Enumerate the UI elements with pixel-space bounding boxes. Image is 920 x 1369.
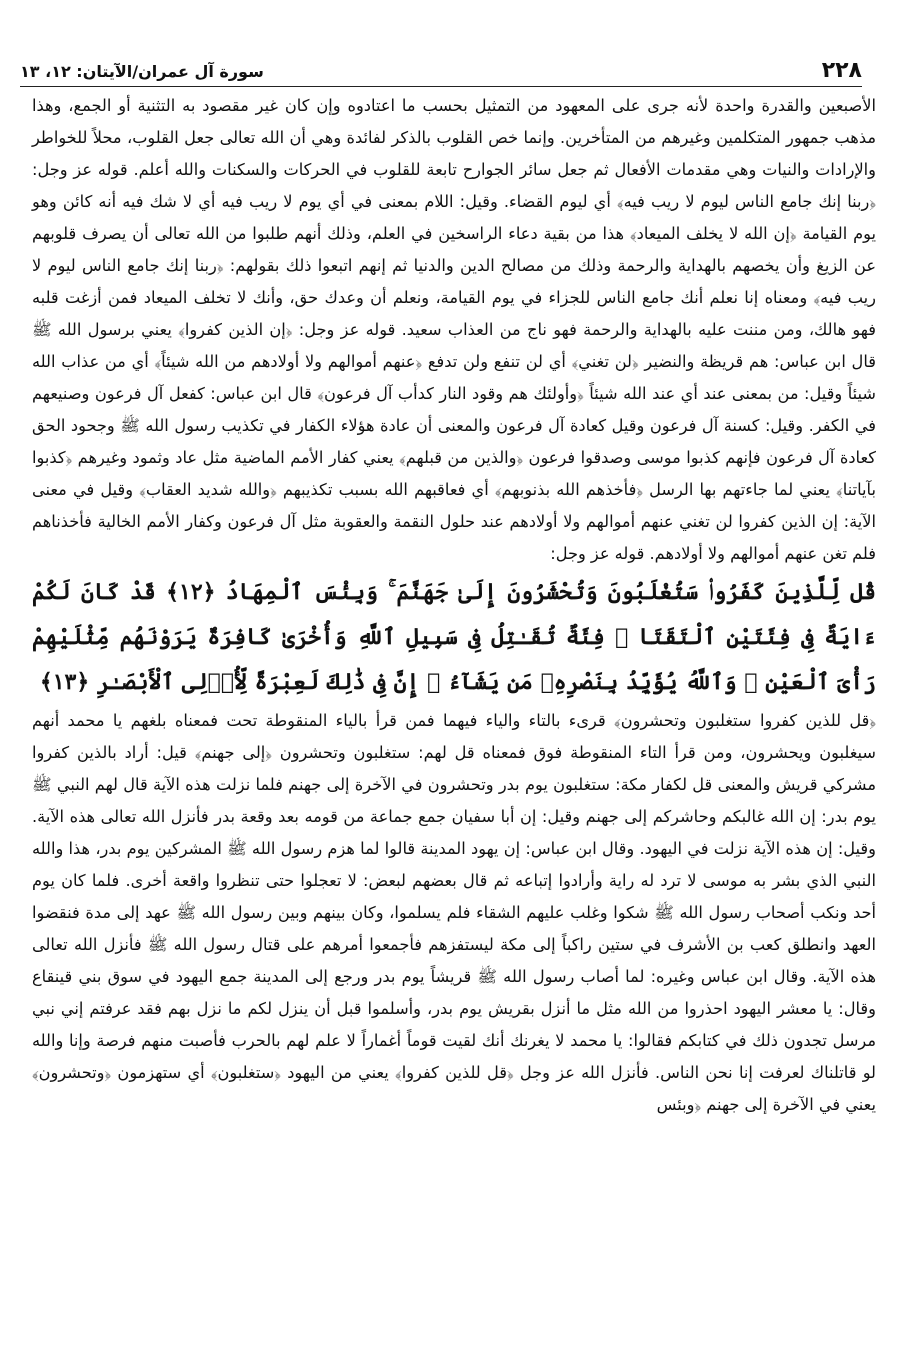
main-text xyxy=(32,90,876,1121)
commentary-paragraph: ﴿قل للذين كفروا ستغلبون وتحشرون﴾ قرىء بالتاء والياء فيهما فمن قرأ بالياء المنقوطة تحت فمعناه بلغهم يا محمد أنهم سيغلبون ويحشرون، ومن قرأ التاء المنقوطة فوق فمعناه قل لهم: ستغلبون وتحشرون ﴿إلى جهنم﴾ قيل: أراد بالذين كفروا مشركي قريش والمعنى قل لكفار مكة: ستغلبون يوم بدر وتحشرون في الآخرة إلى جهنم فلما نزلت هذه الآية قال لهم النبي ﷺ يوم بدر: إن الله غالبكم وحاشركم إلى جهنم وقيل: إن أبا سفيان جمع جماعة من قومه بعد وقعة بدر فأنزل الله تعالى هذه الآية. وقيل: إن هذه الآية نزلت في اليهود. وقال ابن عباس: إن يهود المدينة قالوا لما هزم رسول الله ﷺ المشركين يوم بدر، هذا والله النبي الذي بشر به موسى لا ترد له راية وأرادوا إتباعه ثم قال بعضهم لبعض: لا تعجلوا حتى تنظروا واقعة أخرى. فلما كان يوم أحد ونكب أصحاب رسول الله ﷺ شكوا وغلب عليهم الشقاء فلم يسلموا، وكان بينهم وبين رسول الله ﷺ عهد إلى مدة فنقضوا العهد وانطلق كعب بن الأشرف في ستين راكباً إلى مكة ليستفزهم فأجمعوا أمرهم على قتال رسول الله ﷺ فأنزل الله تعالى هذه الآية. وقال ابن عباس وغيره: لما أصاب رسول الله ﷺ قريشاً يوم بدر ورجع إلى المدينة جمع اليهود في سوق بني قينقاع وقال: يا معشر اليهود احذروا من الله مثل ما أنزل بقريش يوم بدر، وأسلموا قبل أن ينزل لكم ما نزل بهم فقد عرفتم إني نبي مرسل تجدون ذلك في كتابكم فقالوا: يا محمد لا يغرنك أنك لقيت قوماً أغماراً لا علم لهم بالحرب فأصبت منهم فرصة وإنا والله لو قاتلناك لعرفت إنا نحن الناس. فأنزل الله عز وجل ﴿قل للذين كفروا﴾ يعني من اليهود ﴿ستغلبون﴾ أي ستهزمون ﴿وتحشرون﴾ يعني في الآخرة إلى جهنم ﴿وبئس xyxy=(32,711,876,1114)
running-title: سورة آل عمران/الآيتان: ١٢، ١٣ xyxy=(20,62,264,81)
page-header xyxy=(20,52,862,87)
page-number: ٢٢٨ xyxy=(821,58,862,83)
quran-verse: قُل لِّلَّذِينَ كَفَرُوا۟ سَتُغْلَبُونَ وَتُحْشَرُونَ إِلَىٰ جَهَنَّمَ ۚ وَبِئْسَ ٱلْمِهَادُ ﴿١٢﴾ قَدْ كَانَ لَكُمْ ءَايَةٌ فِى فِئَتَيْنِ ٱلْتَقَتَا ۖ فِئَةٌ تُقَـٰتِلُ فِى سَبِيلِ ٱللَّهِ وَأُخْرَىٰ كَافِرَةٌ يَرَوْنَهُم مِّثْلَيْهِمْ رَأْىَ ٱلْعَيْنِ ۚ وَٱللَّهُ يُؤَيِّدُ بِنَصْرِهِۦ مَن يَشَآءُ ۗ إِنَّ فِى ذَٰلِكَ لَعِبْرَةً لِّأُو۟لِى ٱلْأَبْصَـٰرِ ﴿١٣﴾ xyxy=(32,579,876,695)
commentary-paragraph: الأصبعين والقدرة واحدة لأنه جرى على المعهود من التمثيل بحسب ما اعتادوه وإن كان غير مقصود به التثنية أو الجمع، وهذا مذهب جمهور المتكلمين وغيرهم من المتأخرين. وإنما خص القلوب بالذكر لفائدة وهي أن الله تعالى جعل القلوب، محلاً للخواطر والإرادات والنيات وهي مقدمات الأفعال ثم جعل سائر الجوارح تابعة للقلوب في الحركات والسكنات والله أعلم. قوله عز وجل: ﴿ربنا إنك جامع الناس ليوم لا ريب فيه﴾ أي ليوم القضاء. وقيل: اللام بمعنى في أي يوم لا ريب فيه أي لا شك فيه أنه كائن وهو يوم القيامة ﴿إن الله لا يخلف الميعاد﴾ هذا من بقية دعاء الراسخين في العلم، وذلك أنهم طلبوا من الله تعالى أن يصرف قلوبهم عن الزيغ وأن يخصهم بالهداية والرحمة وذلك من مصالح الدين والدنيا ثم إنهم اتبعوا ذلك بقولهم: ﴿ربنا إنك جامع الناس ليوم لا ريب فيه﴾ ومعناه إنا نعلم أنك جامع الناس للجزاء في يوم القيامة، ونعلم أن وعدك حق، وأنك لا تخلف الميعاد فمن أزغت قلبه فهو هالك، ومن مننت عليه بالهداية والرحمة فهو ناج من العذاب سعيد. قوله عز وجل: ﴿إن الذين كفروا﴾ يعني برسول الله ﷺ قال ابن عباس: هم قريظة والنضير ﴿لن تغني﴾ أي لن تنفع ولن تدفع ﴿عنهم أموالهم ولا أولادهم من الله شيئاً﴾ أي من عذاب الله شيئاً وقيل: من بمعنى عند أي عند الله شيئاً ﴿وأولئك هم وقود النار كدأب آل فرعون﴾ قال ابن عباس: كفعل آل فرعون وصنيعهم في الكفر. وقيل: كسنة آل فرعون وقيل كعادة آل فرعون والمعنى أن عادة هؤلاء الكفار في تكذيب رسول الله ﷺ وجحود الحق كعادة آل فرعون فإنهم كذبوا موسى وصدقوا فرعون ﴿والذين من قبلهم﴾ يعني كفار الأمم الماضية مثل عاد وثمود وغيرهم ﴿كذبوا بآياتنا﴾ يعني لما جاءتهم بها الرسل ﴿فأخذهم الله بذنوبهم﴾ أي فعاقبهم الله بسبب تكذيبهم ﴿والله شديد العقاب﴾ وقيل في معنى الآية: إن الذين كفروا لن تغني عنهم أموالهم ولا أولادهم عند حلول النقمة والعقوبة مثل آل فرعون وكفار الأمم الخالية فأخذناهم فلم تغن عنهم أموالهم ولا أولادهم. قوله عز وجل: xyxy=(32,96,876,563)
